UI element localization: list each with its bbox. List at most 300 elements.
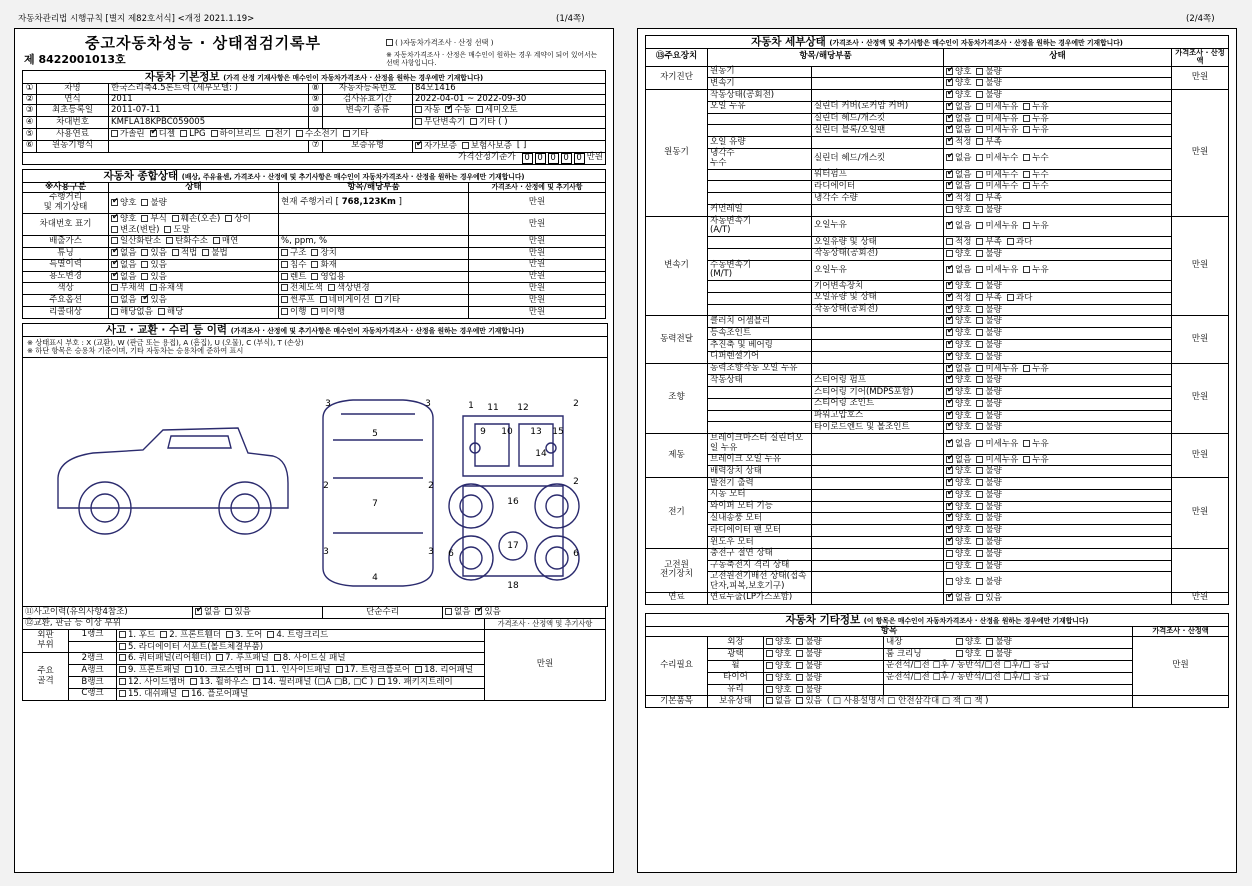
checkbox-option[interactable]: 불량 [976,249,1001,260]
checkbox[interactable] [1023,154,1030,161]
checkbox[interactable] [141,249,148,256]
field-value-transmission-2[interactable] [413,117,606,129]
checkbox[interactable] [796,674,803,681]
overall-state-options[interactable] [109,259,279,271]
simple-repair-options[interactable] [443,607,606,619]
checkbox[interactable] [166,237,173,244]
state-options[interactable] [944,181,1172,193]
checkbox[interactable] [111,284,118,291]
checkbox[interactable] [976,538,983,545]
checkbox[interactable] [266,130,273,137]
overall-detail[interactable] [279,271,469,283]
price-digit[interactable]: 0 [574,153,585,164]
checkbox[interactable] [311,249,318,256]
overall-detail[interactable] [279,213,469,236]
checkbox[interactable] [1023,365,1030,372]
checkbox-option[interactable]: 부족 [976,237,1001,248]
checkbox-option[interactable]: ✔ 적정 [946,293,971,304]
checkbox[interactable] [180,130,187,137]
checkbox[interactable] [111,249,118,256]
checkbox[interactable] [281,273,288,280]
checkbox[interactable] [182,690,189,697]
checkbox-option[interactable]: 양호 [766,685,791,696]
checkbox[interactable] [111,308,118,315]
checkbox-option[interactable]: 있음 [141,248,166,259]
checkbox-option[interactable]: 불량 [976,375,1001,386]
checkbox[interactable] [976,467,983,474]
checkbox[interactable] [1023,266,1030,273]
checkbox-option[interactable]: ✔ 없음 [946,265,971,276]
checkbox[interactable] [415,106,422,113]
checkbox-option[interactable]: 수소전기 [296,129,338,140]
checkbox[interactable] [328,284,335,291]
checkbox-option[interactable]: 침수 [281,260,306,271]
checkbox-option[interactable]: 16. 플로어패널 [182,689,248,700]
rank-items[interactable] [117,641,485,653]
state-options[interactable] [944,113,1172,125]
checkbox-option[interactable]: 불량 [976,422,1001,433]
rank-items[interactable] [117,629,485,641]
checkbox-option[interactable]: 6. 쿼터패널(리어휀더) [119,653,211,664]
checkbox[interactable] [976,479,983,486]
checkbox[interactable] [1023,440,1030,447]
checkbox-option[interactable]: 미세누유 [976,102,1018,113]
checkbox-option[interactable]: 썬루프 [281,295,315,306]
checkbox[interactable] [225,215,232,222]
checkbox-option[interactable]: 4. 트렁크리드 [267,630,328,641]
checkbox-option[interactable]: 부식 [141,214,166,225]
checkbox[interactable] [986,638,993,645]
checkbox-option[interactable]: ✔ 디젤 [150,129,175,140]
checkbox[interactable] [976,282,983,289]
field-value-carname[interactable]: 한국스리축4.5톤트럭 (세부모델: ) [109,83,309,94]
checkbox-option[interactable]: ✔ 없음 [946,114,971,125]
checkbox-option[interactable]: 미세누수 [976,170,1018,181]
group-price[interactable]: 만원 [1172,592,1229,604]
checkbox[interactable] [281,261,288,268]
checkbox[interactable] [976,365,983,372]
state-options[interactable] [944,90,1172,102]
state-options[interactable] [944,66,1172,78]
checkbox-option[interactable]: 양호 [956,649,981,660]
checkbox[interactable] [281,308,288,315]
field-value-transmission[interactable] [413,105,606,117]
overall-detail[interactable]: 현재 주행거리 [ 768,123Km ] [279,193,469,214]
checkbox-option[interactable]: 양호 [956,637,981,648]
checkbox-option[interactable]: 기타 [375,295,400,306]
price-digit[interactable]: 0 [522,153,533,164]
checkbox-option[interactable]: ✔ 없음 [111,260,136,271]
overall-detail[interactable] [279,283,469,295]
state-options[interactable] [944,387,1172,399]
checkbox-option[interactable]: ✔ 없음 [111,248,136,259]
other-key-2[interactable] [884,672,1133,684]
checkbox[interactable] [141,273,148,280]
checkbox[interactable] [976,115,983,122]
checkbox[interactable] [946,412,953,419]
checkbox[interactable] [976,194,983,201]
checkbox[interactable] [766,650,773,657]
overall-price[interactable]: 만원 [469,236,606,248]
checkbox-option[interactable]: 불량 [796,673,821,684]
checkbox[interactable] [976,423,983,430]
checkbox-option[interactable]: 불량 [976,502,1001,513]
repair-needed-price[interactable]: 만원 [1133,637,1229,696]
basic-items-extra[interactable]: ( □ 사용설명서 □ 안전삼각대 □ 잭 □ 잭 ) [826,695,989,706]
state-options[interactable] [944,125,1172,137]
checkbox[interactable] [976,182,983,189]
checkbox-option[interactable]: ✔ 없음 [946,102,971,113]
checkbox[interactable] [378,678,385,685]
checkbox[interactable] [141,215,148,222]
checkbox[interactable] [976,514,983,521]
checkbox[interactable] [976,266,983,273]
state-options[interactable] [944,489,1172,501]
checkbox-option[interactable]: ✔ 양호 [946,281,971,292]
checkbox-option[interactable]: 장치 [311,248,336,259]
checkbox-option[interactable]: 누수 [1023,153,1048,164]
state-options[interactable] [944,422,1172,434]
checkbox-option[interactable]: 도말 [164,225,189,236]
overall-price[interactable]: 만원 [469,248,606,260]
checkbox-option[interactable]: 기타 [343,129,368,140]
checkbox-option[interactable]: 해당없음 [111,307,153,318]
checkbox[interactable] [946,91,953,98]
other-key-2[interactable] [884,684,1133,696]
checkbox[interactable] [946,562,953,569]
checkbox[interactable] [462,142,469,149]
checkbox-option[interactable]: ✔ 양호 [946,513,971,524]
checkbox[interactable] [976,440,983,447]
checkbox-option[interactable]: 유채색 [150,283,184,294]
overall-state-options[interactable] [109,248,279,260]
checkbox[interactable] [1023,126,1030,133]
field-value-inspection[interactable]: 2022-04-01 ~ 2022-09-30 [413,94,606,105]
checkbox[interactable] [976,306,983,313]
other-options-1[interactable] [764,684,884,696]
checkbox-option[interactable]: 미세누유 [976,364,1018,375]
checkbox-option[interactable]: 없음 [766,696,791,707]
state-options[interactable] [944,316,1172,328]
checkbox-option[interactable]: 불량 [976,340,1001,351]
overall-state-options[interactable] [109,236,279,248]
checkbox[interactable] [946,341,953,348]
checkbox-option[interactable]: ✔ 양호 [946,387,971,398]
checkbox-option[interactable]: 누유 [1023,265,1048,276]
checkbox[interactable] [160,631,167,638]
checkbox-option[interactable]: 불량 [796,637,821,648]
checkbox-option[interactable]: 보험사보증 [462,141,512,152]
checkbox[interactable] [946,68,953,75]
checkbox[interactable] [976,503,983,510]
checkbox[interactable] [976,341,983,348]
checkbox-option[interactable]: 양호 [766,649,791,660]
checkbox-option[interactable]: ✔ 양호 [946,78,971,89]
checkbox-option[interactable]: 세미오토 [476,105,518,116]
checkbox-option[interactable]: ✔ 양호 [946,502,971,513]
price-standard-digits[interactable] [522,153,587,164]
checkbox[interactable] [976,578,983,585]
checkbox[interactable] [296,130,303,137]
rank-items[interactable] [117,653,485,665]
checkbox-option[interactable]: 11. 인사이드패널 [256,665,331,676]
checkbox-option[interactable]: ✔ 없음 [946,439,971,450]
checkbox-option[interactable]: 있음 [141,260,166,271]
checkbox-option[interactable]: 미세누수 [976,181,1018,192]
state-options[interactable] [944,237,1172,249]
checkbox-option[interactable]: ✔ 없음 [946,364,971,375]
group-price[interactable]: 만원 [1172,316,1229,363]
checkbox[interactable] [281,284,288,291]
checkbox[interactable] [766,697,773,704]
checkbox[interactable] [415,142,422,149]
checkbox-option[interactable]: 있음 [796,696,821,707]
checkbox[interactable] [476,106,483,113]
checkbox[interactable] [976,138,983,145]
checkbox[interactable] [946,182,953,189]
checkbox-option[interactable]: 15. 대쉬패널 [119,689,177,700]
checkbox[interactable] [150,284,157,291]
checkbox-option[interactable]: ✔ 없음 [946,125,971,136]
overall-price[interactable]: 만원 [469,271,606,283]
checkbox-option[interactable]: 과다 [1007,293,1032,304]
accident-history-options[interactable] [193,607,323,619]
checkbox-option[interactable]: ✔ 양호 [946,411,971,422]
checkbox[interactable] [311,261,318,268]
warranty-bracket[interactable]: [ ] [516,140,527,151]
checkbox-option[interactable]: 전기 [266,129,291,140]
overall-state-options[interactable] [109,271,279,283]
checkbox[interactable] [946,503,953,510]
checkbox-option[interactable]: 양호 [946,561,971,572]
checkbox-option[interactable]: 불량 [976,281,1001,292]
checkbox-option[interactable]: 무단변속기 [415,117,465,128]
other-options-1[interactable] [764,637,884,649]
checkbox[interactable] [946,317,953,324]
checkbox-option[interactable]: 불량 [976,577,1001,588]
checkbox[interactable] [946,194,953,201]
overall-price[interactable]: 만원 [469,307,606,319]
state-options[interactable] [944,281,1172,293]
checkbox-option[interactable]: 10. 크로스멤버 [185,665,251,676]
checkbox-option[interactable]: 없음 [111,295,136,306]
checkbox-option[interactable]: 누유 [1023,364,1048,375]
checkbox[interactable] [976,154,983,161]
checkbox[interactable] [796,697,803,704]
checkbox-option[interactable]: 부족 [976,137,1001,148]
checkbox-option[interactable]: ✔ 양호 [946,422,971,433]
field-value-year[interactable]: 2011 [109,94,309,105]
checkbox-option[interactable]: 2. 프론트휀더 [160,630,221,641]
checkbox-option[interactable]: 19. 패키지트레이 [378,677,453,688]
checkbox-option[interactable]: 전체도색 [281,283,323,294]
price-digit[interactable]: 0 [561,153,572,164]
checkbox-option[interactable]: ✔ 양호 [946,328,971,339]
checkbox-option[interactable]: 불량 [796,685,821,696]
checkbox-option[interactable]: ✔ 양호 [946,399,971,410]
checkbox[interactable] [976,68,983,75]
checkbox-option[interactable]: ✔ 양호 [946,525,971,536]
checkbox-option[interactable]: 1. 후드 [119,630,155,641]
checkbox-option[interactable]: 매연 [213,236,238,247]
checkbox-option[interactable]: 부족 [976,293,1001,304]
checkbox[interactable] [976,294,983,301]
state-options[interactable] [944,137,1172,149]
checkbox-option[interactable]: 양호 [946,205,971,216]
checkbox[interactable] [946,400,953,407]
checkbox[interactable] [976,400,983,407]
checkbox-option[interactable]: 누유 [1023,102,1048,113]
checkbox-option[interactable]: 양호 [766,661,791,672]
overall-price[interactable]: 만원 [469,283,606,295]
checkbox-option[interactable]: ✔ 양호 [946,537,971,548]
checkbox[interactable] [976,388,983,395]
checkbox[interactable] [976,206,983,213]
checkbox[interactable] [1023,103,1030,110]
rank-items[interactable] [117,665,485,677]
checkbox-option[interactable]: 14. 필러패널 (□A □B, □C ) [253,677,373,688]
checkbox-option[interactable]: 있음 [225,607,250,618]
checkbox[interactable] [119,678,126,685]
checkbox-option[interactable]: 불량 [976,78,1001,89]
checkbox[interactable] [956,638,963,645]
checkbox-option[interactable]: 없음 [445,607,470,618]
group-price[interactable]: 만원 [1172,434,1229,478]
checkbox[interactable] [211,130,218,137]
checkbox[interactable] [141,199,148,206]
checkbox-option[interactable]: 불량 [976,525,1001,536]
other-options-1[interactable] [764,660,884,672]
price-survey-checkbox[interactable] [386,39,393,46]
checkbox-option[interactable]: 8. 사이드실 패널 [274,653,346,664]
checkbox[interactable] [946,171,953,178]
checkbox[interactable] [976,550,983,557]
checkbox[interactable] [766,662,773,669]
state-options[interactable] [944,434,1172,455]
checkbox-option[interactable]: ✔ 없음 [946,153,971,164]
checkbox[interactable] [225,608,232,615]
checkbox[interactable] [141,296,148,303]
checkbox[interactable] [202,249,209,256]
checkbox-option[interactable]: 불량 [976,316,1001,327]
checkbox-option[interactable]: 불량 [976,205,1001,216]
checkbox-option[interactable]: 색상변경 [328,283,370,294]
checkbox[interactable] [956,650,963,657]
checkbox[interactable] [976,317,983,324]
checkbox[interactable] [976,79,983,86]
state-options[interactable] [944,304,1172,316]
other-key-2[interactable] [884,637,1133,649]
overall-detail[interactable]: %, ppm, % [279,236,469,248]
checkbox[interactable] [796,650,803,657]
checkbox[interactable] [796,686,803,693]
field-value-vin[interactable]: KMFLA18KPBC059005 [109,117,309,129]
checkbox[interactable] [976,238,983,245]
checkbox-option[interactable]: 불량 [976,513,1001,524]
checkbox-option[interactable]: ✔ 양호 [946,478,971,489]
checkbox-option[interactable]: ✔ 없음 [946,593,971,604]
checkbox[interactable] [946,222,953,229]
checkbox-option[interactable]: 불량 [796,649,821,660]
checkbox-option[interactable]: 훼손(오손) [172,214,220,225]
checkbox[interactable] [946,578,953,585]
basic-items-options[interactable] [764,696,1133,708]
state-options[interactable] [944,513,1172,525]
state-options[interactable] [944,478,1172,490]
checkbox[interactable] [766,638,773,645]
checkbox[interactable] [946,115,953,122]
checkbox[interactable] [111,237,118,244]
checkbox-option[interactable]: 적법 [172,248,197,259]
checkbox-option[interactable]: 13. 휠하우스 [190,677,248,688]
checkbox[interactable] [976,562,983,569]
checkbox-option[interactable]: 미세누유 [976,455,1018,466]
other-options-1[interactable] [764,649,884,661]
checkbox[interactable] [375,296,382,303]
checkbox[interactable] [946,306,953,313]
checkbox[interactable] [986,650,993,657]
checkbox-option[interactable]: ✔ 양호 [946,90,971,101]
state-options[interactable] [944,363,1172,375]
checkbox[interactable] [1007,238,1014,245]
checkbox-option[interactable]: 불량 [986,649,1011,660]
checkbox[interactable] [976,126,983,133]
rank-items[interactable] [117,677,485,689]
checkbox-option[interactable]: 9. 프론트패널 [119,665,180,676]
group-price[interactable]: 만원 [1172,90,1229,216]
checkbox[interactable] [475,608,482,615]
checkbox[interactable] [253,678,260,685]
checkbox[interactable] [976,412,983,419]
checkbox[interactable] [119,631,126,638]
checkbox-option[interactable]: ✔ 있음 [141,295,166,306]
field-value-plate[interactable]: 84모1416 [413,83,606,94]
checkbox[interactable] [976,91,983,98]
checkbox[interactable] [946,329,953,336]
checkbox[interactable] [946,365,953,372]
group-price[interactable]: 만원 [1172,216,1229,316]
checkbox[interactable] [946,491,953,498]
overall-state-options[interactable] [109,295,279,307]
checkbox-option[interactable]: ✔ 양호 [946,352,971,363]
state-options[interactable] [944,169,1172,181]
group-price[interactable]: 만원 [1172,478,1229,549]
checkbox[interactable] [946,206,953,213]
checkbox-option[interactable]: ✔ 있음 [475,607,500,618]
checkbox-option[interactable]: 3. 도어 [226,630,262,641]
checkbox[interactable] [976,526,983,533]
checkbox-option[interactable]: 불량 [976,305,1001,316]
state-options[interactable] [944,398,1172,410]
checkbox[interactable] [274,654,281,661]
checkbox-option[interactable]: 미세누수 [976,153,1018,164]
overall-price[interactable]: 만원 [469,213,606,236]
checkbox[interactable] [195,608,202,615]
checkbox[interactable] [946,376,953,383]
checkbox[interactable] [946,388,953,395]
state-options[interactable] [944,592,1172,604]
checkbox-option[interactable]: 일산화탄소 [111,236,161,247]
checkbox[interactable] [946,126,953,133]
group-price[interactable]: 만원 [1172,66,1229,90]
checkbox-option[interactable]: 18. 리어패널 [415,665,473,676]
state-options[interactable] [944,78,1172,90]
checkbox-option[interactable]: 불량 [976,549,1001,560]
overall-detail[interactable] [279,307,469,319]
checkbox[interactable] [946,353,953,360]
checkbox-option[interactable]: ✔ 양호 [946,67,971,78]
checkbox-option[interactable]: 있음 [976,593,1001,604]
